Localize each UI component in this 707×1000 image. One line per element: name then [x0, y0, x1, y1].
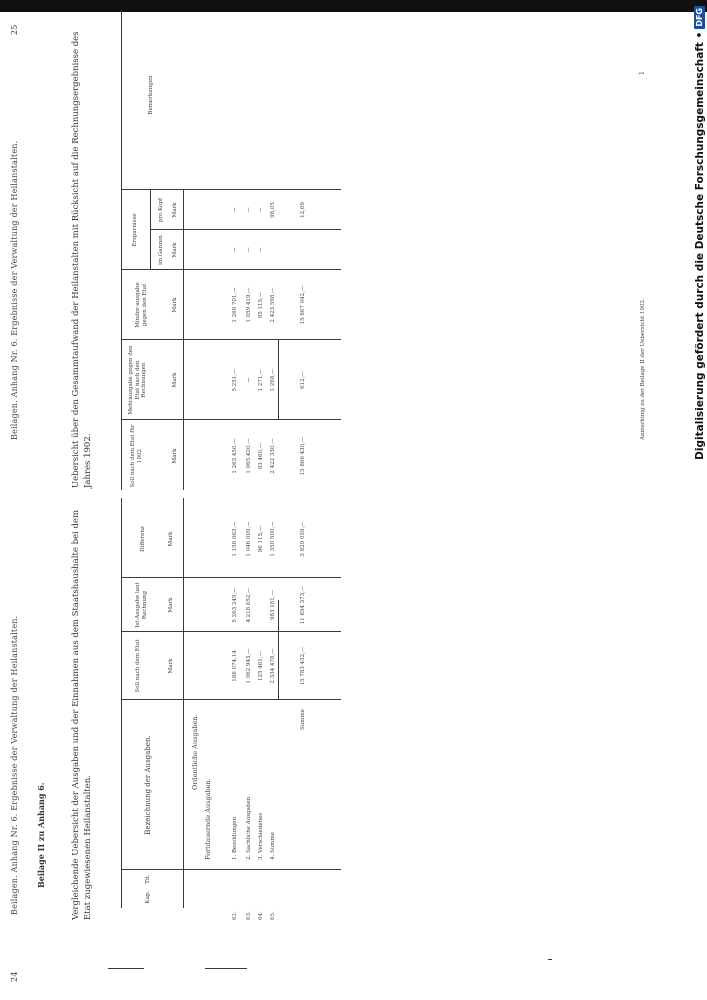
row-minderausgabe: 2 423 598,— [270, 287, 276, 323]
row-soll-etat: 2 422 330,— [270, 438, 276, 474]
col-header-soll: Soll nach dem Etat [135, 639, 141, 693]
total-pro-kopf: 12,69 [300, 202, 306, 218]
col-header-tit: Tit. [145, 874, 151, 884]
row-label: 1. Besoldungen [232, 816, 238, 860]
row-soll: 125 461,— [258, 651, 264, 681]
col-header-mehrausgabe-unit: Mark [172, 372, 178, 388]
col-header-mehrausgabe: Mehrausgabe gegen den Etat nach den Rechnungen [128, 345, 147, 415]
row-number: 62. [232, 911, 238, 920]
row-pro-kopf: — [258, 207, 264, 213]
row-soll: 1 062 943,— [246, 648, 252, 684]
row-ist: 5 263 245,— [232, 587, 238, 623]
col-header-kap: Kap. [145, 890, 151, 904]
col-header-im-ganzen: im Ganzen [158, 235, 164, 265]
left-table-top-rule [121, 498, 122, 908]
total-ist: 11 854 373,— [300, 585, 306, 625]
dfg-stamp [692, 0, 707, 1000]
row-number: 65. [270, 911, 276, 920]
left-table-vrule-2 [121, 699, 341, 700]
total-diff: 3 929 059,— [300, 521, 306, 557]
row-pro-kopf: — [232, 207, 238, 213]
right-table-vrule-5 [121, 189, 341, 190]
col-header-differenz: Differenz [140, 526, 146, 552]
col-header-bezeichnung: Bezeichnung der Ausgaben. [144, 735, 152, 835]
right-table-vrule-3 [121, 269, 341, 270]
margin-rule [108, 968, 144, 969]
col-header-ist-unit: Mark [168, 597, 174, 613]
col-header-soll-etat: Soll nach dem Etat für 1902 [130, 424, 143, 488]
col-header-bemerkungen: Bemerkungen [148, 75, 154, 115]
row-im-ganzen: — [232, 247, 238, 253]
right-table-vrule-1 [121, 419, 341, 420]
section-subheading: Fortdauernde Ausgaben. [204, 778, 212, 860]
row-im-ganzen: — [246, 247, 252, 253]
row-mehrausgabe: 5 251,— [232, 368, 238, 392]
left-table-vrule-1 [121, 869, 341, 870]
right-table-header-rule [183, 190, 184, 490]
row-im-ganzen: — [258, 247, 264, 253]
total-minderausgabe: 15 867 042,— [300, 285, 306, 325]
right-table-top-rule [121, 10, 122, 490]
section-heading: Ordentliche Ausgaben. [191, 714, 199, 790]
row-label: 2. Sachliche Ausgaben [246, 796, 252, 860]
row-diff: 1 158 063,— [232, 521, 238, 557]
page-number-left: 24 [10, 971, 19, 982]
col-header-soll-unit: Mark [168, 658, 174, 674]
total-label: Summe [300, 709, 306, 730]
right-table-title: Uebersicht über den Gesammtaufwand der Heilanstalten mit Rücksicht auf die Rechnungsergebnisse des Jahres 1902. [71, 31, 93, 488]
row-minderausgabe: 1 059 419,— [246, 287, 252, 323]
col-header-ist: Ist-Ausgabe laut Rechnung [135, 582, 148, 628]
running-head-left: Beilagen. Anhang Nr. 6. Ergebnisse der Verwaltung der Heilanstalten. [10, 615, 19, 915]
row-diff: 1 350 500,— [270, 521, 276, 557]
row-minderausgabe: 1 268 701,— [232, 287, 238, 323]
row-label: 3. Verschiedenes [258, 812, 264, 860]
stamp-text: Digitalisierung gefördert durch die Deutsche Forschungsgemeinschaft • [693, 31, 706, 460]
row-minderausgabe: 95 115,— [258, 291, 264, 319]
row-soll: 186 074,14 [232, 650, 238, 682]
margin-mark [548, 959, 552, 960]
footnote: Anmerkung zu der Beilage II der Uebersicht 1902. [640, 298, 646, 440]
page-number-right: 25 [10, 24, 19, 35]
left-table-total-rule [278, 600, 279, 700]
row-pro-kopf: 98,05 [270, 202, 276, 218]
col-header-pro-kopf: pro Kopf [158, 197, 164, 223]
right-table-vrule-4 [150, 229, 341, 230]
left-table-header-rule [183, 498, 184, 908]
row-number: 64. [258, 911, 264, 920]
row-ist: 983 161,— [270, 590, 276, 620]
beilage-label: Beilage II zu Anhang 6. [36, 782, 46, 888]
left-table-vrule-4 [121, 577, 341, 578]
total-mehrausgabe: 612,— [300, 371, 306, 389]
row-pro-kopf: — [246, 207, 252, 213]
row-diff: 1 046 009,— [246, 521, 252, 557]
row-mehrausgabe: 1 268,— [270, 368, 276, 392]
col-header-pro-kopf-unit: Mark [172, 202, 178, 218]
dfg-logo: DFG [695, 8, 704, 27]
col-header-ersparnisse: Ersparnisse [132, 213, 138, 247]
page-mark: 1 [639, 71, 646, 75]
row-soll-etat: 93 460,— [258, 442, 264, 470]
col-header-minderausgabe: Minder-ausgabe gegen den Etat [135, 282, 148, 328]
col-header-soll-etat-unit: Mark [172, 448, 178, 464]
row-diff: 96 115,— [258, 525, 264, 553]
left-table-title: Vergleichende Uebersicht der Ausgaben und der Einnahmen aus dem Staatshaushalte bei dem Etat zugewiesenen Heilanstalten. [71, 509, 93, 920]
margin-rule [205, 968, 247, 969]
right-table-group-rule [150, 190, 151, 270]
row-mehrausgabe: — [246, 377, 252, 383]
running-head-right: Beilagen. Anhang Nr. 6. Ergebnisse der Verwaltung der Heilanstalten. [10, 140, 19, 440]
row-soll: 2 334 478,— [270, 648, 276, 684]
left-table-vrule-3 [121, 631, 341, 632]
row-number: 63. [246, 911, 252, 920]
row-soll-etat: 1 263 450,— [232, 438, 238, 474]
total-soll-etat: 15 866 430,— [300, 436, 306, 476]
right-table-vrule-2 [121, 339, 341, 340]
row-mehrausgabe: 1 271,— [258, 368, 264, 392]
col-header-minderausgabe-unit: Mark [172, 297, 178, 313]
row-soll-etat: 1 065 420,— [246, 438, 252, 474]
col-header-differenz-unit: Mark [168, 531, 174, 547]
right-table-total-rule [278, 340, 279, 420]
total-soll: 15 783 432,— [300, 646, 306, 686]
row-ist: 4 218 652,— [246, 587, 252, 623]
col-header-im-ganzen-unit: Mark [172, 242, 178, 258]
row-label: 4. Summe [270, 832, 276, 860]
